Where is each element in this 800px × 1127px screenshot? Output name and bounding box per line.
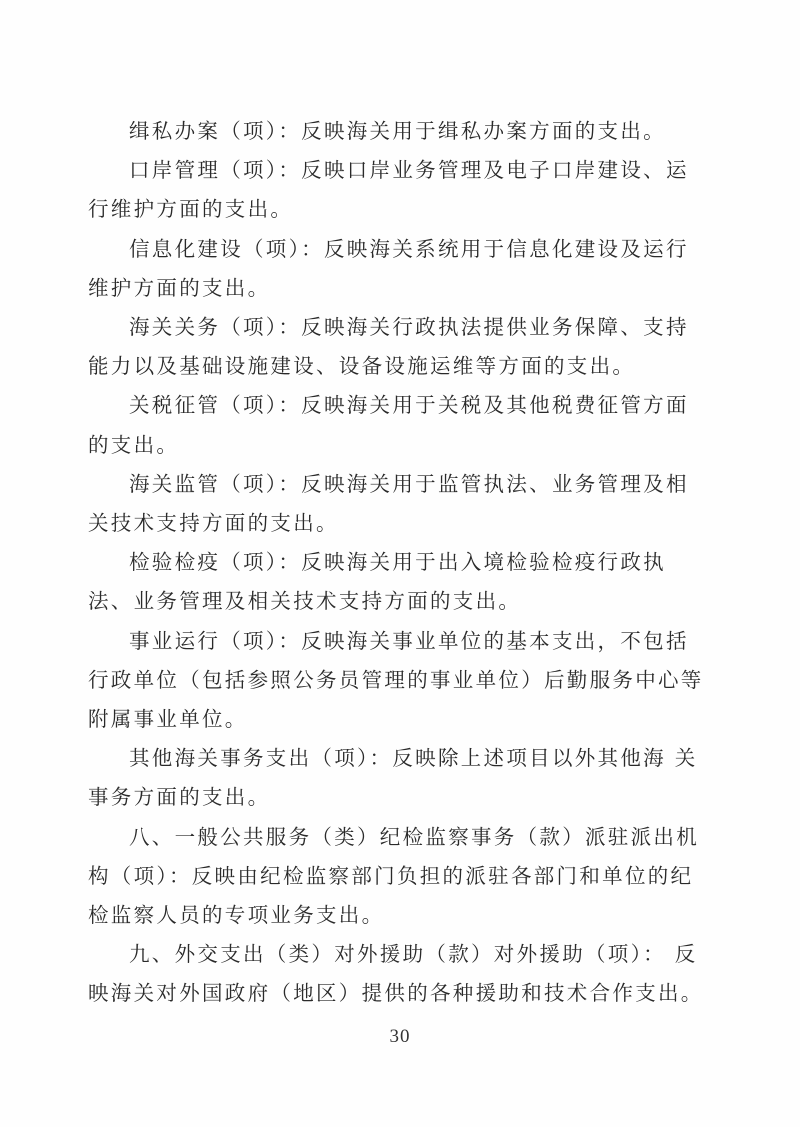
paragraph-section-eight: 八、一般公共服务（类）纪检监察事务（款）派驻派出机构（项）：反映由纪检监察部门负担的派驻各部门和单位的纪检监察人员的专项业务支出。	[88, 824, 699, 928]
paragraph-port-management: 口岸管理（项）：反映口岸业务管理及电子口岸建设、运行维护方面的支出。	[88, 158, 689, 222]
paragraph-institution-operation: 事业运行（项）：反映海关事业单位的基本支出，不包括行政单位（包括参照公务员管理的事业单位）后勤服务中心等附属事业单位。	[88, 628, 704, 732]
paragraph-anti-smuggling: 缉私办案（项）：反映海关用于缉私办案方面的支出。	[129, 119, 666, 143]
paragraph-inspection-quarantine: 检验检疫（项）：反映海关用于出入境检验检疫行政执法、业务管理及相关技术支持方面的支出。	[88, 550, 666, 614]
paragraph-tariff-collection: 关税征管（项）：反映海关用于关税及其他税费征管方面的支出。	[88, 393, 689, 457]
paragraph-customs-affairs: 海关关务（项）：反映海关行政执法提供业务保障、支持能力以及基础设施建设、设备设施运维等方面的支出。	[88, 315, 689, 379]
paragraph-other-customs-expenditure: 其他海关事务支出（项）：反映除上述项目以外其他海 关事务方面的支出。	[88, 746, 698, 810]
paragraph-customs-supervision: 海关监管（项）：反映海关用于监管执法、业务管理及相关技术支持方面的支出。	[88, 471, 689, 536]
page-number: 30	[389, 1026, 411, 1047]
document-body	[88, 112, 708, 1014]
paragraph-informatization: 信息化建设（项）：反映海关系统用于信息化建设及运行维护方面的支出。	[88, 236, 689, 300]
paragraph-section-nine: 九、外交支出（类）对外援助（款）对外援助（项）： 反映海关对外国政府（地区）提供的各种援助和技术合作支出。	[88, 942, 704, 1006]
